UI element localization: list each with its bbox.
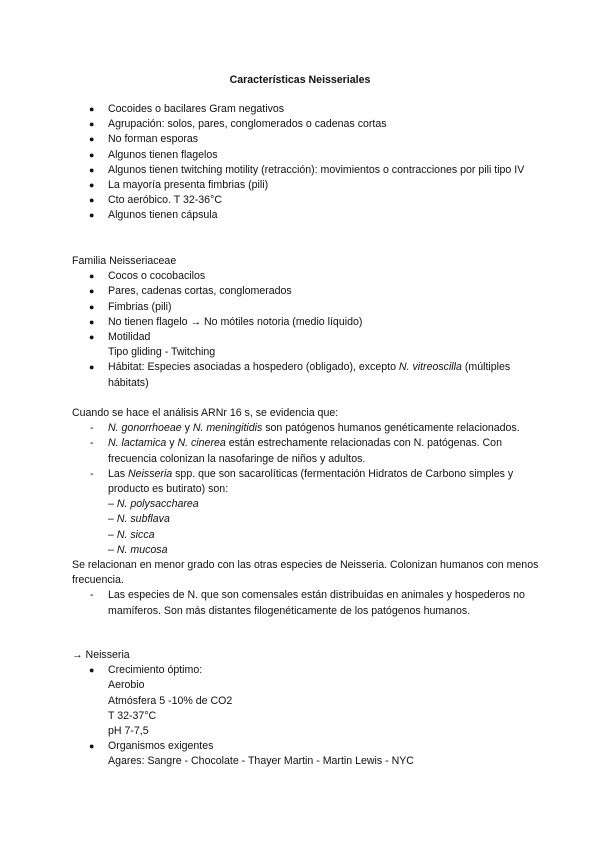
- species-list: [108, 497, 544, 558]
- dash-icon: -: [90, 589, 94, 602]
- dash-icon: -: [90, 437, 94, 450]
- neisseria-section: [72, 648, 542, 770]
- bullet-icon: ●: [89, 316, 95, 327]
- bullet-icon: ●: [89, 195, 95, 206]
- bullet-icon: ●: [89, 210, 95, 221]
- dash-icon: -: [90, 422, 94, 435]
- species-item: – N. subflava: [108, 513, 170, 526]
- bullet-icon: ●: [89, 286, 95, 297]
- commensal-list: [72, 588, 544, 618]
- bullet-icon: ●: [89, 271, 95, 282]
- dash-icon: -: [90, 467, 94, 480]
- list-item: ● Pares, cadenas cortas, conglomerados: [72, 284, 542, 299]
- bullet-icon: ●: [89, 741, 95, 752]
- list-item: ● Algunos tienen flagelos: [72, 148, 542, 163]
- agar-line: Agares: Sangre - Chocolate - Thayer Martin - Martin Lewis - NYC: [108, 755, 414, 768]
- bullet-icon: ●: [89, 362, 95, 373]
- list-item: ● Hábitat: Especies asociadas a hospedero (obligado), excepto N. vitreoscilla (múltiples hábitats): [89, 361, 511, 389]
- section-intro: Cuando se hace el análisis ARNr 16 s, se evidencia que:: [72, 407, 339, 419]
- list-item: ● Fimbrias (pili): [72, 300, 542, 315]
- list-item: ● Crecimiento óptimo: Aerobio Atmósfera 5 -10% de CO2 T 32-37°C pH 7-7,5: [72, 663, 542, 739]
- page-title: Características Neisseriales: [229, 74, 371, 86]
- paragraph: Se relacionan en menor grado con las otras especies de Neisseria. Colonizan humanos con menos frecuencia.: [72, 559, 539, 587]
- bullet-icon: ●: [89, 665, 95, 676]
- section-heading: → Neisseria: [72, 649, 130, 661]
- bullet-icon: ●: [89, 134, 95, 145]
- list-item: ● Cocos o cocobacilos: [72, 269, 542, 284]
- growth-line: Atmósfera 5 -10% de CO2: [108, 694, 233, 707]
- list-item: - Las especies de N. que son comensales están distribuidas en animales y hospederos no mamíferos. Son más distantes filogenéticamente de los patógenos humanos.: [90, 589, 525, 617]
- bullet-icon: ●: [89, 149, 95, 160]
- list-item: ● La mayoría presenta fimbrias (pili): [72, 178, 542, 193]
- list-item: - Las Neisseria spp. que son sacarolíticas (fermentación Hidratos de Carbono simples y producto es butirato) son: – N. polysaccharea – N. subflava – N. sicca – N. mucosa: [72, 467, 544, 558]
- list-item: ● Agrupación: solos, pares, conglomerados o cadenas cortas: [72, 117, 542, 132]
- list-item: - N. gonorrhoeae y N. meningitidis son patógenos humanos genéticamente relacionados.: [72, 421, 544, 436]
- bullet-icon: ●: [89, 180, 95, 191]
- bullet-icon: ●: [89, 104, 95, 114]
- section-heading: Familia Neisseriaceae: [72, 255, 177, 267]
- characteristics-list: [72, 102, 542, 224]
- species-item: – N. polysaccharea: [108, 498, 199, 511]
- list-item: ● No tienen flagelo → No mótiles notoria (medio líquido): [72, 315, 542, 330]
- neisseria-list: [72, 663, 542, 769]
- list-item: - N. lactamica y N. cinerea están estrechamente relacionadas con N. patógenas. Con frecuencia colonizan la nasofaringe de niños y adultos.: [90, 437, 502, 465]
- bullet-icon: ●: [89, 301, 95, 312]
- growth-line: T 32-37°C: [108, 709, 157, 722]
- list-item: ● Algunos tienen cápsula: [72, 208, 542, 223]
- analysis-section: [72, 406, 544, 619]
- list-item: ● Motilidad Tipo gliding - Twitching: [89, 331, 216, 359]
- species-item: – N. sicca: [108, 528, 155, 541]
- list-item: ● Cto aeróbico. T 32-36°C: [72, 193, 542, 208]
- family-section: [72, 254, 542, 391]
- list-item: ● Cocoides o bacilares Gram negativos: [72, 102, 542, 117]
- species-item: – N. mucosa: [108, 543, 168, 556]
- list-item: ● Organismos exigentes Agares: Sangre - Chocolate - Thayer Martin - Martin Lewis - NYC: [72, 739, 542, 769]
- bullet-icon: ●: [89, 164, 95, 175]
- list-item: ● Algunos tienen twitching motility (retracción): movimientos o contracciones por pili tipo IV: [72, 163, 542, 178]
- analysis-list: [72, 421, 544, 558]
- growth-line: Aerobio: [108, 679, 145, 692]
- bullet-icon: ●: [89, 332, 95, 343]
- list-item: ● No forman esporas: [72, 132, 542, 147]
- growth-line: pH 7-7,5: [108, 725, 149, 738]
- family-list: [72, 269, 542, 391]
- bullet-icon: ●: [89, 119, 95, 130]
